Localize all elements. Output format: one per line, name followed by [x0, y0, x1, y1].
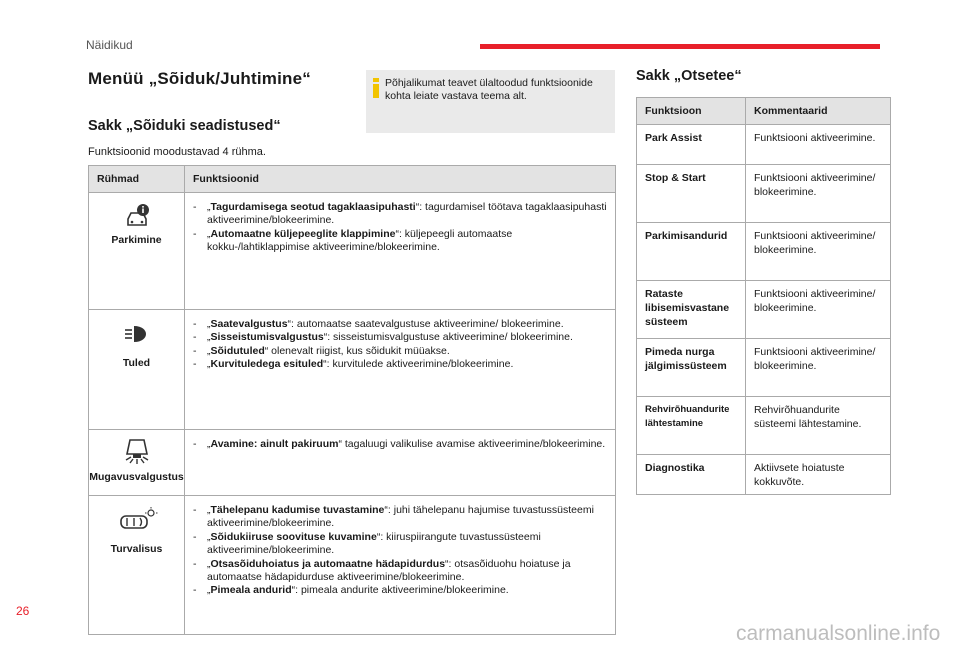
column-header: Funktsioonid — [185, 166, 616, 193]
function-desc: : juhi tähelepanu hajumise tuvastussüsteemi aktiveerimine/blokeerimine. — [207, 504, 594, 530]
function-name: Stop & Start — [637, 165, 746, 223]
header-accent-bar — [480, 44, 880, 49]
list-item: - „Sõidutuled“ olenevalt riigist, kus sõidukit müüakse. — [193, 344, 450, 357]
function-name: Sisseistumisvalgustus — [210, 331, 324, 344]
info-note-text: Põhjalikumat teavet ülaltoodud funktsioonide kohta leiate vastava teema alt. — [385, 77, 593, 102]
page-title: Menüü „Sõiduk/Juhtimine“ — [88, 69, 311, 88]
table-row — [637, 397, 891, 455]
table-row — [89, 193, 616, 310]
function-name: Pimeala andurid — [210, 584, 292, 597]
function-name: Avamine: ainult pakiruum — [210, 438, 339, 450]
shortcut-functions-table — [636, 97, 891, 495]
table-row — [637, 223, 891, 281]
ceiling-lamp-icon — [122, 436, 152, 466]
function-comment: Funktsiooni aktiveerimine/ blokeerimine. — [746, 339, 891, 397]
function-comment: Rehvirõhuandurite süsteemi lähtestamine. — [746, 397, 891, 455]
function-desc: : kurvitulede aktiveerimine/blokeerimine. — [326, 358, 514, 371]
list-item: - „Tähelepanu kadumise tuvastamine“: juhi tähelepanu hajumise tuvastussüsteemi aktiveerimine/blokeerimine. — [193, 504, 594, 530]
function-desc: : tagurdamisel töötava tagaklaasipuhasti aktiveerimine/blokeerimine. — [207, 201, 607, 227]
function-desc: : sisseistumisvalgustuse aktiveerimine/ blokeerimine. — [327, 331, 573, 344]
table-row — [637, 165, 891, 223]
table-row — [89, 430, 616, 496]
function-desc: olenevalt riigist, kus sõidukit müüakse. — [268, 344, 450, 357]
group-label: Mugavusvalgustus — [89, 471, 184, 483]
list-item: - „Tagurdamisega seotud tagaklaasipuhasti“: tagurdamisel töötava tagaklaasipuhasti aktiveerimine/blokeerimine. — [193, 201, 607, 227]
page-number: 26 — [16, 604, 30, 618]
info-icon — [370, 78, 382, 98]
function-comment: Funktsiooni aktiveerimine/ blokeerimine. — [746, 281, 891, 339]
list-item: - „Saatevalgustus“: automaatse saatevalgustuse aktiveerimine/ blokeerimine. — [193, 318, 564, 330]
list-item: - „Sõidukiiruse soovituse kuvamine“: kiiruspiirangute tuvastussüsteemi aktiveerimine/blokeerimine. — [193, 530, 541, 557]
list-item: - „Automaatne küljepeeglite klappimine“: küljepeegli automaatse kokku-/lahtiklappimise aktiveerimine/blokeerimine. — [193, 227, 513, 254]
table-row — [637, 339, 891, 397]
function-comment: Funktsiooni aktiveerimine/ blokeerimine. — [746, 223, 891, 281]
function-name: Automaatne küljepeeglite klappimine — [210, 227, 396, 240]
function-name: Sõidutuled — [210, 344, 265, 357]
group-label: Turvalisus — [110, 543, 163, 555]
function-desc: : automaatse saatevalgustuse aktiveerimine/ blokeerimine. — [291, 318, 564, 330]
function-desc: tagaluugi valikulise avamise aktiveerimine/blokeerimine. — [341, 438, 606, 450]
settings-groups-table — [88, 165, 616, 635]
list-item: - „Otsasõiduhoiatus ja automaatne hädapidurdus“: otsasõiduohu hoiatuse ja automaatse hädapidurduse aktiveerimine/blokeerimine. — [193, 557, 571, 584]
function-desc: : küljepeegli automaatse kokku-/lahtiklappimise aktiveerimine/blokeerimine. — [207, 227, 513, 254]
function-name: Rataste libisemisvastane süsteem — [637, 281, 746, 339]
list-item: - „Sisseistumisvalgustus“: sisseistumisvalgustuse aktiveerimine/ blokeerimine. — [193, 331, 573, 344]
car-info-icon — [122, 203, 152, 231]
function-name: Tagurdamisega seotud tagaklaasipuhasti — [210, 201, 416, 213]
table-row — [89, 310, 616, 430]
function-name: Saatevalgustus — [210, 318, 288, 330]
table-row — [89, 496, 616, 635]
function-name: Rehvirõhuandurite lähtestamine — [637, 397, 746, 455]
settings-tab-heading: Sakk „Sõiduki seadistused“ — [88, 118, 281, 134]
intro-text: Funktsioonid moodustavad 4 rühma. — [88, 146, 266, 158]
group-label: Tuled — [122, 357, 151, 369]
function-desc: : pimeala andurite aktiveerimine/blokeerimine. — [295, 584, 509, 597]
headlamp-icon — [122, 322, 152, 346]
function-comment: Funktsiooni aktiveerimine. — [746, 125, 891, 165]
section-label: Näidikud — [86, 38, 133, 52]
table-row — [637, 281, 891, 339]
column-header: Rühmad — [89, 166, 185, 193]
function-name: Tähelepanu kadumise tuvastamine — [210, 504, 385, 516]
column-header: Funktsioon — [637, 98, 746, 125]
function-name: Pimeda nurga jälgimissüsteem — [637, 339, 746, 397]
safety-sensor-icon — [115, 506, 159, 534]
function-comment: Funktsiooni aktiveerimine/ blokeerimine. — [746, 165, 891, 223]
list-item: - „Avamine: ainult pakiruum“ tagaluugi valikulise avamise aktiveerimine/blokeerimine. — [193, 438, 606, 450]
list-item: - „Kurvituledega esituled“: kurvitulede aktiveerimine/blokeerimine. — [193, 358, 514, 371]
function-desc: : kiiruspiirangute tuvastussüsteemi aktiveerimine/blokeerimine. — [207, 530, 541, 557]
column-header: Kommentaarid — [746, 98, 891, 125]
shortcut-tab-heading: Sakk „Otsetee“ — [636, 68, 742, 84]
watermark: carmanualsonline.info — [736, 622, 941, 645]
function-name: Park Assist — [637, 125, 746, 165]
function-desc: : otsasõiduohu hoiatuse ja automaatse hädapidurduse aktiveerimine/blokeerimine. — [207, 557, 571, 584]
table-row — [637, 455, 891, 495]
list-item: - „Pimeala andurid“: pimeala andurite aktiveerimine/blokeerimine. — [193, 584, 509, 597]
function-comment: Aktiivsete hoiatuste kokkuvõte. — [746, 455, 891, 495]
function-name: Sõidukiiruse soovituse kuvamine — [210, 530, 377, 543]
function-name: Parkimisandurid — [637, 223, 746, 281]
table-row — [637, 125, 891, 165]
function-name: Diagnostika — [637, 455, 746, 495]
function-name: Kurvituledega esituled — [210, 358, 324, 371]
group-label: Parkimine — [111, 234, 162, 246]
function-name: Otsasõiduhoiatus ja automaatne hädapidurdus — [210, 557, 446, 570]
